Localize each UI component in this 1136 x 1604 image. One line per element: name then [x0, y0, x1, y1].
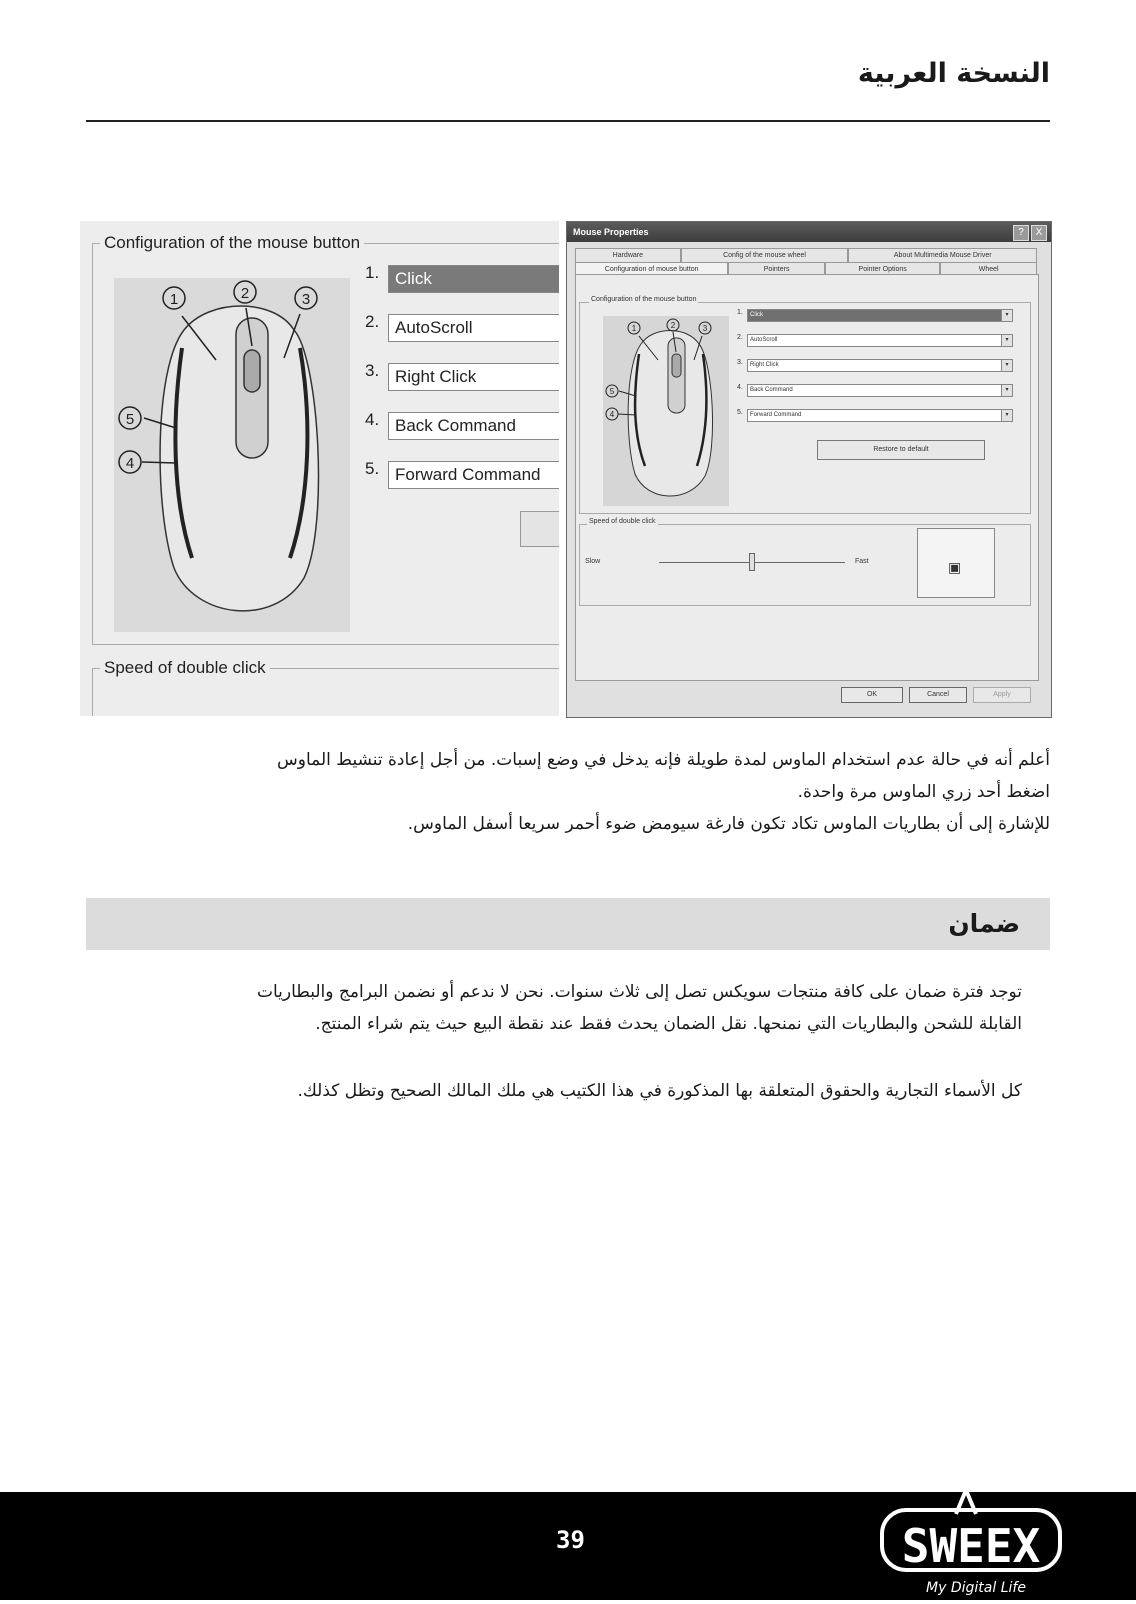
- warranty-paragraph: [86, 976, 1022, 1040]
- text-line: أعلم أنه في حالة عدم استخدام الماوس لمدة طويلة فإنه يدخل في وضع إسبات. من أجل إعادة تنشيط الماوس: [277, 750, 1050, 770]
- button-2-action-select[interactable]: AutoScroll: [388, 314, 559, 342]
- row-number: 4.: [737, 384, 743, 391]
- double-click-speed-label: Speed of double click: [589, 518, 656, 525]
- sweex-logo-graphic: [872, 1492, 1072, 1600]
- page-footer: [0, 1492, 1136, 1600]
- button-2-dropdown[interactable]: [747, 334, 1013, 347]
- restore-default-button[interactable]: Restore to default: [817, 440, 985, 460]
- cancel-button[interactable]: Cancel: [909, 687, 967, 703]
- help-button[interactable]: ?: [1013, 225, 1029, 241]
- zoomed-config-panel: [80, 221, 559, 716]
- slow-label: Slow: [585, 558, 601, 565]
- mini-mouse-illustration: [603, 316, 729, 506]
- dropdown-value: Back Command: [750, 387, 793, 393]
- page-number: 39: [556, 1526, 585, 1554]
- text-line: القابلة للشحن والبطاريات التي نمنحها. نقل الضمان يحدث فقط عند نقطة البيع حيث يتم شراء المنتج.: [315, 1014, 1022, 1034]
- mini-callout-4: 4: [609, 410, 615, 419]
- double-click-test-area[interactable]: [917, 528, 995, 598]
- ok-button[interactable]: OK: [841, 687, 903, 703]
- row-number: 5.: [737, 409, 743, 416]
- warranty-heading: ضمان: [948, 909, 1020, 938]
- dropdown-value: Click: [750, 312, 763, 318]
- text-line: للإشارة إلى أن بطاريات الماوس تكاد تكون فارغة سيومض ضوء أحمر سريعا أسفل الماوس.: [407, 814, 1050, 834]
- dropdown-value: Forward Command: [750, 412, 802, 418]
- chevron-down-icon[interactable]: ▾: [1001, 410, 1012, 421]
- logo-tagline: My Digital Life: [926, 1580, 1026, 1596]
- tab-hardware[interactable]: Hardware: [575, 248, 681, 262]
- row-number: 2.: [365, 312, 380, 331]
- header-divider: [86, 120, 1050, 122]
- button-config-group-label: Configuration of the mouse button: [100, 233, 364, 253]
- button-1-action-select[interactable]: Click: [388, 265, 559, 293]
- dropdown-value: Right Click: [750, 362, 779, 368]
- callout-4: 4: [125, 455, 135, 472]
- apply-button[interactable]: Apply: [973, 687, 1031, 703]
- callout-2: 2: [240, 285, 250, 302]
- tab-pointer-options[interactable]: Pointer Options: [825, 262, 941, 276]
- dialog-title: Mouse Properties: [567, 222, 1051, 242]
- mini-callout-5: 5: [609, 387, 615, 396]
- tab-about-driver[interactable]: About Multimedia Mouse Driver: [848, 248, 1037, 262]
- folder-icon: ▣: [948, 559, 962, 575]
- mini-callout-1: 1: [631, 324, 637, 333]
- chevron-down-icon[interactable]: ▾: [1001, 385, 1012, 396]
- chevron-down-icon[interactable]: ▾: [1001, 335, 1012, 346]
- mini-callout-2: 2: [670, 321, 676, 330]
- sweex-logo: [872, 1492, 1072, 1600]
- warranty-section-bar: [86, 898, 1050, 950]
- mini-callout-3: 3: [702, 324, 708, 333]
- logo-wordmark: SWEEX: [901, 1519, 1041, 1573]
- dropdown-value: AutoScroll: [750, 337, 778, 343]
- button-5-dropdown[interactable]: [747, 409, 1013, 422]
- callout-3: 3: [301, 291, 311, 308]
- mouse-drawing: [114, 278, 350, 632]
- text-line: توجد فترة ضمان على كافة منتجات سويكس تصل إلى ثلاث سنوات. نحن لا ندعم أو نضمن البرامج والبطاريات: [257, 982, 1022, 1002]
- tab-mouse-wheel-config[interactable]: Config of the mouse wheel: [681, 248, 849, 262]
- fast-label: Fast: [855, 558, 869, 565]
- close-button[interactable]: X: [1031, 225, 1047, 241]
- mouse-illustration: [114, 278, 350, 632]
- row-number: 1.: [365, 263, 380, 282]
- mini-mouse-drawing: [603, 316, 729, 506]
- row-number: 1.: [737, 309, 743, 316]
- button-3-dropdown[interactable]: [747, 359, 1013, 372]
- trademark-paragraph: كل الأسماء التجارية والحقوق المتعلقة بها المذكورة في هذا الكتيب هي ملك المالك الصحيح وتظل كذلك.: [297, 1081, 1022, 1101]
- tab-row-back: [575, 248, 1037, 262]
- row-number: 5.: [365, 459, 380, 478]
- restore-button-partial[interactable]: [520, 511, 559, 547]
- button-4-dropdown[interactable]: [747, 384, 1013, 397]
- callout-1: 1: [169, 291, 179, 308]
- row-number: 4.: [365, 410, 380, 429]
- callout-5: 5: [125, 411, 135, 428]
- mouse-properties-dialog: [566, 221, 1052, 718]
- button-config-group-label: Configuration of the mouse button: [591, 296, 697, 303]
- button-1-dropdown[interactable]: [747, 309, 1013, 322]
- page-header-title: النسخة العربية: [857, 58, 1050, 89]
- row-number: 2.: [737, 334, 743, 341]
- button-3-action-select[interactable]: Right Click: [388, 363, 559, 391]
- speed-slider-thumb[interactable]: [749, 553, 755, 571]
- text-line: اضغط أحد زري الماوس مرة واحدة.: [797, 782, 1050, 802]
- double-click-speed-label: Speed of double click: [100, 658, 270, 678]
- button-5-action-select[interactable]: Forward Command: [388, 461, 559, 489]
- chevron-down-icon[interactable]: ▾: [1001, 360, 1012, 371]
- row-number: 3.: [365, 361, 380, 380]
- row-number: 3.: [737, 359, 743, 366]
- tab-wheel[interactable]: Wheel: [940, 262, 1037, 276]
- hibernation-paragraph: [86, 744, 1050, 840]
- chevron-down-icon[interactable]: ▾: [1001, 310, 1012, 321]
- tab-pointers[interactable]: Pointers: [728, 262, 825, 276]
- tab-button-config[interactable]: Configuration of mouse button: [575, 262, 728, 276]
- button-4-action-select[interactable]: Back Command: [388, 412, 559, 440]
